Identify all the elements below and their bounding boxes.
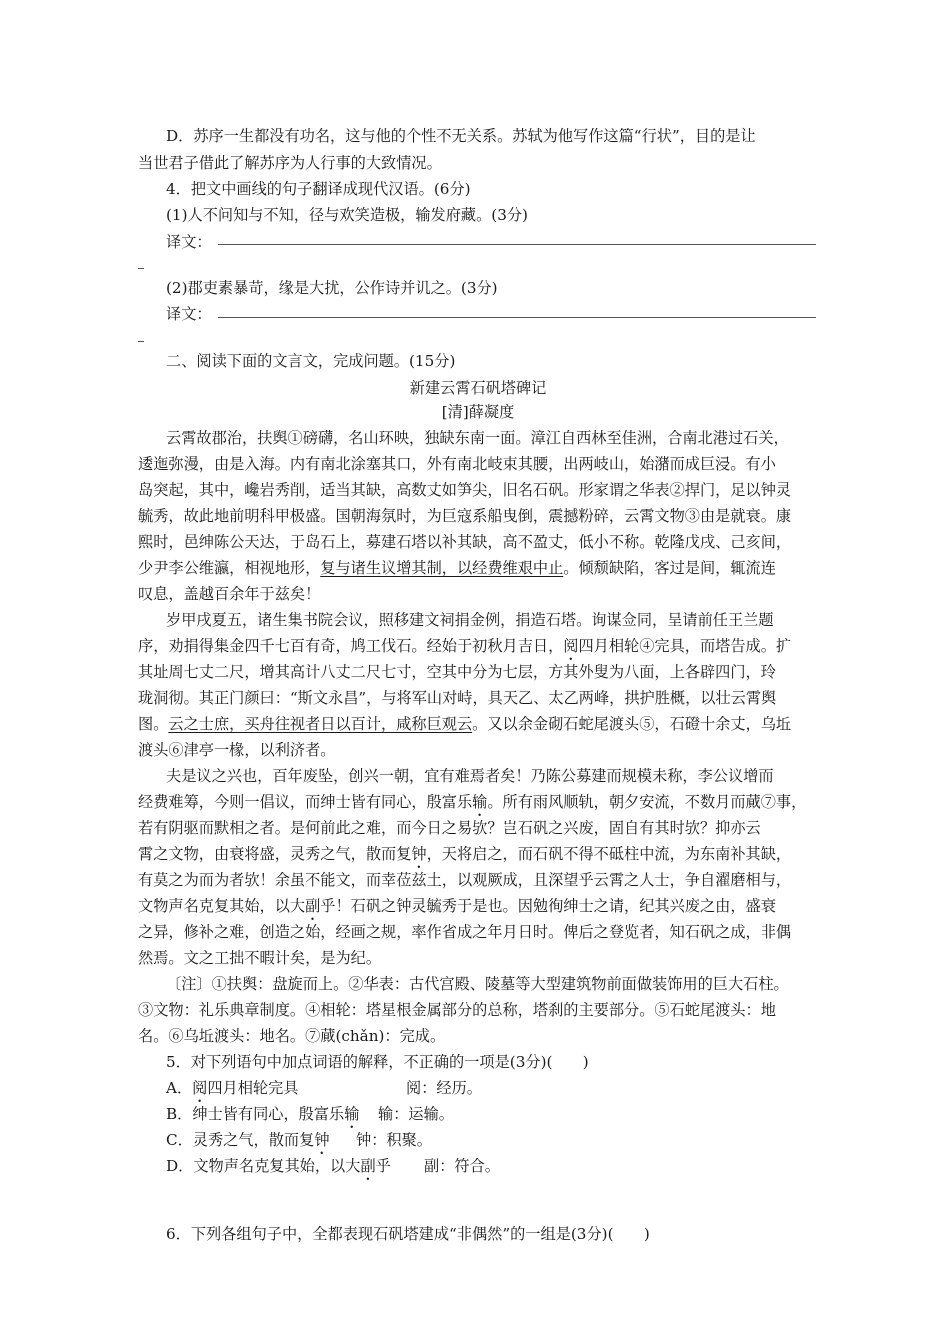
dotted-word-a: 阅 — [192, 1079, 208, 1097]
notes-line3: 名。⑥乌坵渡头：地名。⑦蕆(chǎn)：完成。 — [138, 1027, 446, 1045]
q4-stem: 4．把文中画线的句子翻译成现代汉语。(6分) — [166, 180, 471, 198]
p2-line6: 渡头⑥津亭一椽，以利济者。 — [138, 741, 336, 759]
q5-stem: 5．对下列语句中加点词语的解释，不正确的一项是(3分)( ) — [166, 1053, 589, 1071]
q5-option-d[interactable]: D．文物声名克复其始，以大副乎 副：符合。 — [166, 1157, 500, 1175]
p3-line4: 霄之文物，由衰将盛，灵秀之气，散而复钟，天将启之，而石矾不得不砥柱中流，为东南补其缺， — [138, 845, 792, 863]
answer-line-1-tail — [138, 268, 144, 269]
p3-line1: 夫是议之兴也，百年废坠，创兴一朝，宜有难焉者矣！乃陈公募建而规模未称，李公议增而 — [166, 767, 774, 785]
p1-line6: 少尹李公维瀛，相视地形，复与诸生议增其制，以经费维艰中止。倾颓缺陷，客过是间，辄流连 — [138, 559, 776, 577]
p1-line5: 熙时，邑绅陈公天达，于岛石上，募建石塔以补其缺，高不盈丈，低小不称。乾隆戊戌、己亥间， — [138, 533, 792, 551]
q3-option-d-line2: 当世君子借此了解苏序为人行事的大致情况。 — [138, 154, 442, 172]
dotted-word-yue: 阅 — [563, 637, 579, 655]
p1-line1: 云霄故郡治，扶舆①磅礴，名山环映，独缺东南一面。漳江自西林至佳洲，合南北港过石关， — [166, 429, 789, 447]
p2-line4: 珑洞彻。其正门颜曰：“斯文永昌”，与将军山对峙，具天乙、太乙两峰，拱护胜概，以壮云霄舆 — [138, 689, 777, 707]
q5-option-d-gloss: 副：符合。 — [424, 1157, 500, 1175]
p2-line1: 岁甲戌夏五，诸生集书院会议，照移建文祠捐金例，捐造石塔。询谋佥同，呈请前任王兰题 — [166, 611, 774, 629]
p1-line2: 逶迤弥漫，由是入海。内有南北涂塞其口，外有南北岐束其腰，出两岐山，始潴而成巨浸。有小 — [138, 455, 776, 473]
underlined-sentence-1: 复与诸生议增其制，以经费维艰中止 — [320, 559, 564, 577]
q3-option-d-line1: D．苏序一生都没有功名，这与他的个性不无关系。苏轼为他写作这篇“行状”，目的是让 — [166, 127, 756, 145]
dotted-word-d: 副 — [360, 1157, 376, 1175]
p3-line5: 有莫之为而为者欤！余虽不能文，而幸莅兹土，以观厥成，且深望乎云霄之人士，争自濯磨相与， — [138, 871, 792, 889]
dotted-word-shu: 输 — [472, 793, 488, 811]
p3-line8: 然焉。文之工拙不暇计矣，是为纪。 — [138, 949, 381, 967]
section2-heading: 二、阅读下面的文言文，完成问题。(15分) — [166, 352, 456, 370]
p2-line3: 其址周七丈二尺，增其高计八丈二尺七寸，空其中分为七层，方其外叟为八面，上各辟四门，玲 — [138, 663, 776, 681]
p3-line3: 若有阴驱而默相之者。是何前此之难，而今日之易欤？岂石矾之兴废，固自有其时欤？抑亦云 — [138, 819, 761, 837]
p3-line2: 经费难筹，今则一倡议，而绅士皆有同心，殷富乐输。所有雨风顺轨，朝夕安流，不数月而蕆⑦事， — [138, 793, 807, 811]
q4-sentence-2: (2)郡吏素暴苛，缘是大扰，公作诗并讥之。(3分) — [166, 279, 498, 297]
p2-line5: 图。云之士庶，买舟往视者日以百计，咸称巨观云。又以余金砌石蛇尾渡头⑤，石磴十余丈，乌坵 — [138, 715, 792, 733]
q4-answer-label-1: 译文： — [166, 233, 212, 251]
p3-line7: 之异，修补之难，创造之始，经画之规，率作省成之年月日时。俾后之登览者，知石矾之成，非偶 — [138, 923, 792, 941]
passage-author: [清]薛凝度 — [441, 403, 515, 421]
p1-line3: 岛突起，其中，巉岩秀削，适当其缺，高数丈如笋尖，旧名石矾。形家谓之华表②捍门，足以钟灵 — [138, 481, 792, 499]
p1-line7: 叹息，盖越百余年于兹矣！ — [138, 585, 321, 603]
q5-option-a[interactable]: A．阅四月相轮完具 阅：经历。 — [166, 1079, 482, 1097]
p1-line4: 毓秀，故此地前明科甲极盛。国朝海氛时，为巨寇系船曳倒，震撼粉碎，云霄文物③由是就衰。康 — [138, 507, 792, 525]
q5-option-b[interactable]: B．绅士皆有同心，殷富乐输 输：运输。 — [166, 1105, 454, 1123]
dotted-word-zhong: 钟 — [411, 845, 427, 863]
q5-option-c[interactable]: C．灵秀之气，散而复钟 钟：积聚。 — [166, 1131, 432, 1149]
passage-title: 新建云霄石矾塔碑记 — [409, 379, 547, 397]
answer-line-2[interactable] — [218, 317, 816, 318]
dotted-word-b: 输 — [344, 1105, 360, 1123]
answer-line-1[interactable] — [218, 244, 816, 245]
notes-line2: ③文物：礼乐典章制度。④相轮：塔星根金属部分的总称，塔刹的主要部分。⑤石蛇尾渡头：地 — [138, 1001, 776, 1019]
p3-line6: 文物声名克复其始，以大副乎！石矾之钟灵毓秀于是也。因勉徇绅士之请，纪其兴废之由，盛衰 — [138, 897, 776, 915]
q5-option-a-gloss: 阅：经历。 — [406, 1079, 482, 1097]
underlined-sentence-2: 云之士庶，买舟往视者日以百计，咸称巨观云 — [168, 715, 473, 733]
p2-line2: 序，劝捐得集金四千七百有奇，鸠工伐石。经始于初秋月吉日，阅四月相轮④完具，而塔告成。扩 — [138, 637, 792, 655]
q4-sentence-1: (1)人不问知与不知，径与欢笑造极，输发府藏。(3分) — [166, 206, 528, 224]
q6-stem: 6．下列各组句子中，全都表现石矾塔建成“非偶然”的一组是(3分)( ) — [166, 1225, 650, 1243]
dotted-word-c: 钟 — [314, 1131, 330, 1149]
dotted-word-fu: 副 — [305, 897, 321, 915]
answer-line-2-tail — [138, 341, 144, 342]
notes-line1: 〔注〕①扶舆：盘旋而上。②华表：古代宫殿、陵墓等大型建筑物前面做装饰用的巨大石柱。 — [166, 975, 789, 993]
q5-option-b-gloss: 输：运输。 — [378, 1105, 454, 1123]
q5-option-c-gloss: 钟：积聚。 — [356, 1131, 432, 1149]
q4-answer-label-2: 译文： — [166, 305, 212, 323]
